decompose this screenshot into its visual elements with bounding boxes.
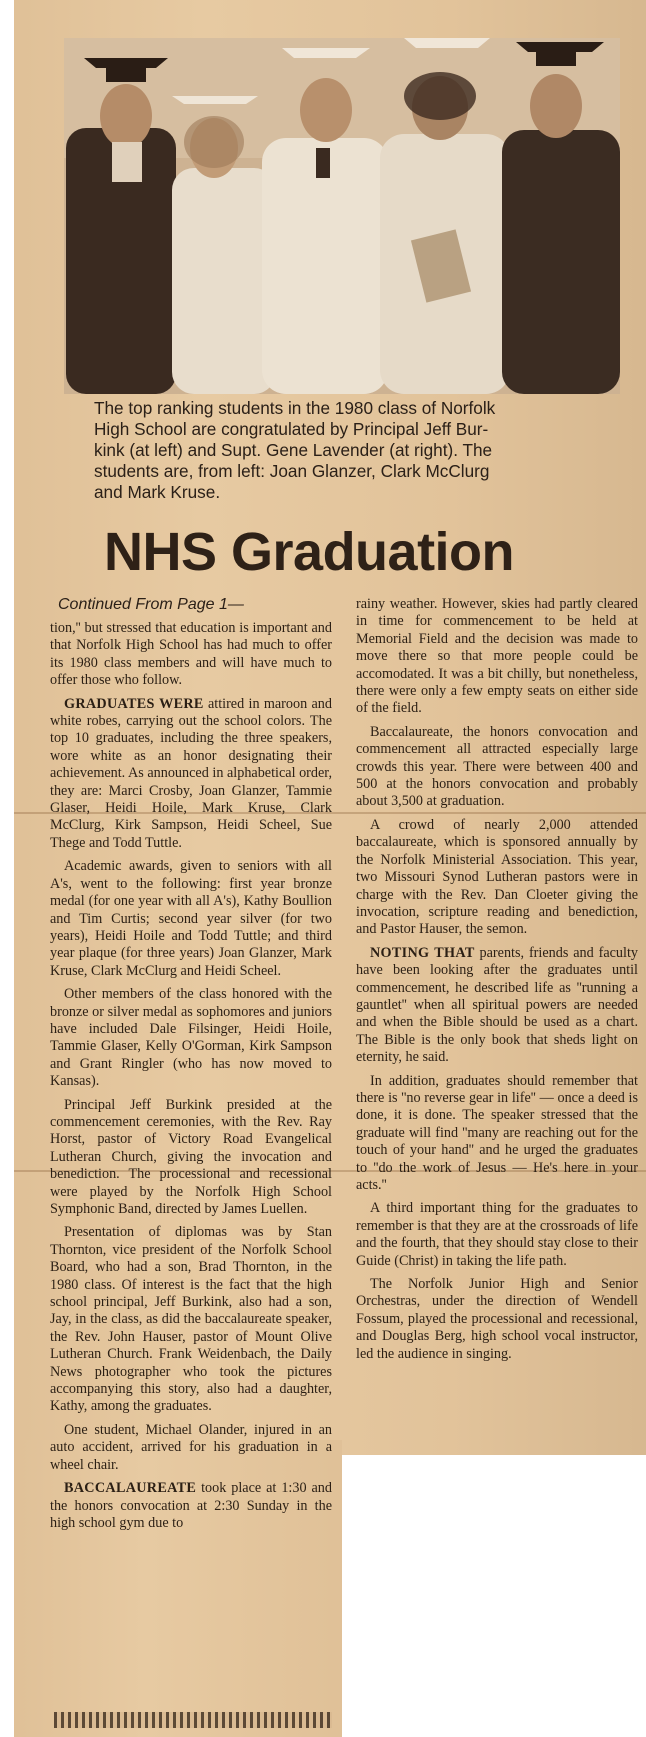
graduation-photo-image xyxy=(64,38,620,394)
torn-edge-strip xyxy=(54,1712,332,1728)
paragraph: Other members of the class honored with the bronze or silver medal as sophomores and juniors have included Dale Filsinger, Heidi Hoile, Tammie Glaser, Kelly O'Gorman, Kirk Sampson and Grant Ringler (who has now moved to Kansas). xyxy=(50,986,332,1090)
paragraph xyxy=(50,1480,332,1532)
paragraph-lead: BACCALAUREATE xyxy=(64,1480,197,1497)
paragraph: Academic awards, given to seniors with all A's, went to the following: first year bronze medal (for one year with all A's), Kathy Boullion and Tim Curtis; second year silver (for two years), Heidi Hoile and Todd Tuttle; and third year plaque (for three years) Joan Glanzer, Mark Kruse, Clark McClurg and Heidi Scheel. xyxy=(50,858,332,979)
paragraph: Baccalaureate, the honors convocation and commencement all attracted especially large crowds this year. There were between 400 and 500 at the honors convocation and probably about 3,500 at graduation. xyxy=(356,723,638,810)
paragraph-lead: NOTING THAT xyxy=(370,944,475,961)
paragraph-lead: GRADUATES WERE xyxy=(64,695,204,712)
paragraph: A third important thing for the graduates to remember is that they are at the crossroads of life and the fourth, that they should stay close to their Guide (Christ) in taking the life path. xyxy=(356,1200,638,1269)
caption-line: and Mark Kruse. xyxy=(94,482,221,502)
paragraph: One student, Michael Olander, injured in an auto accident, arrived for his graduation in a wheel chair. xyxy=(50,1421,332,1473)
paragraph-body: took place at 1:30 and the honors convocation at 2:30 Sunday in the high school gym due to xyxy=(50,1480,332,1531)
article-column-right xyxy=(356,596,638,1369)
article-column-left xyxy=(50,620,332,1538)
paragraph-body: attired in maroon and white robes, carrying out the school colors. The top 10 graduates, including the three speakers, wore white as an honor designating their achievement. As announced in alphabetical order, they are: Marci Crosby, Joan Glanzer, Tammie Glaser, Heidi Hoile, Mark Kruse, Clark McClurg, Kirk Sampson, Heidi Scheel, Sue Thege and Todd Tuttle. xyxy=(50,695,332,851)
caption-line: students are, from left: Joan Glanzer, Clark McClurg xyxy=(94,461,490,481)
paragraph: tion,'' but stressed that education is important and that Norfolk High School has had much to offer its 1980 class members and will have much to offer those who follow. xyxy=(50,620,332,689)
caption-line: High School are congratulated by Principal Jeff Bur- xyxy=(94,419,489,439)
newspaper-clipping xyxy=(14,0,646,1737)
paragraph xyxy=(50,696,332,853)
paragraph-body: parents, friends and faculty have been looking after the graduates until commencement, he described life as ''running a gauntlet'' when all spiritual powers are needed and when the Bible should be used as a chart. The Bible is the only book that sheds light on eternity, he said. xyxy=(356,944,638,1066)
paragraph xyxy=(356,945,638,1067)
paragraph: A crowd of nearly 2,000 attended baccalaureate, which is sponsored annually by the Norfolk Ministerial Association. This year, two Missouri Synod Lutheran pastors were in charge with the Rev. Dan Cloeter giving the invocation, scripture reading and benediction, and Pastor Hauser, the semon. xyxy=(356,816,638,938)
caption-line: kink (at left) and Supt. Gene Lavender (at right). The xyxy=(94,440,493,460)
paragraph: Principal Jeff Burkink presided at the commencement ceremonies, with the Rev. Ray Horst, pastor of Victory Road Evangelical Lutheran Church, giving the invocation and benediction. The processional and recessional were played by the Norfolk High School Symphonic Band, directed by James Luellen. xyxy=(50,1096,332,1217)
paragraph: In addition, graduates should remember that there is ''no reverse gear in life'' — once a deed is done, it is done. The speaker stressed that the graduate will find ''many are reaching out for the touch of your hand'' and he urged the graduates to ''do the work of Jesus — He's here in your acts.'' xyxy=(356,1072,638,1193)
paragraph: rainy weather. However, skies had partly cleared in time for commencement to be held at Memorial Field and the decision was made to move there so that more people could be accomodated. It was a bit chilly, but nonetheless, there were only a few empty seats on either side of the field. xyxy=(356,596,638,717)
paragraph: Presentation of diplomas was by Stan Thornton, vice president of the Norfolk School Board, who had a son, Brad Thornton, in the 1980 class. Of interest is the fact that the high school principal, Jeff Burkink, also had a son, Jay, in the class, as did the baccalaureate speaker, the Rev. John Hauser, pastor of Mount Olive Lutheran Church. Frank Weidenbach, the Daily News photographer who took the pictures accompanying this story, also had a daughter, Kathy, among the graduates. xyxy=(50,1224,332,1415)
photo-caption xyxy=(94,398,618,503)
continued-from-label: Continued From Page 1— xyxy=(58,596,244,613)
paragraph: The Norfolk Junior High and Senior Orchestras, under the direction of Wendell Fossum, played the processional and recessional, and Douglas Berg, high school vocal instructor, led the audience in singing. xyxy=(356,1276,638,1362)
caption-line: The top ranking students in the 1980 class of Norfolk xyxy=(94,398,496,418)
headline: NHS Graduation xyxy=(104,522,515,582)
graduation-photo xyxy=(64,38,620,394)
